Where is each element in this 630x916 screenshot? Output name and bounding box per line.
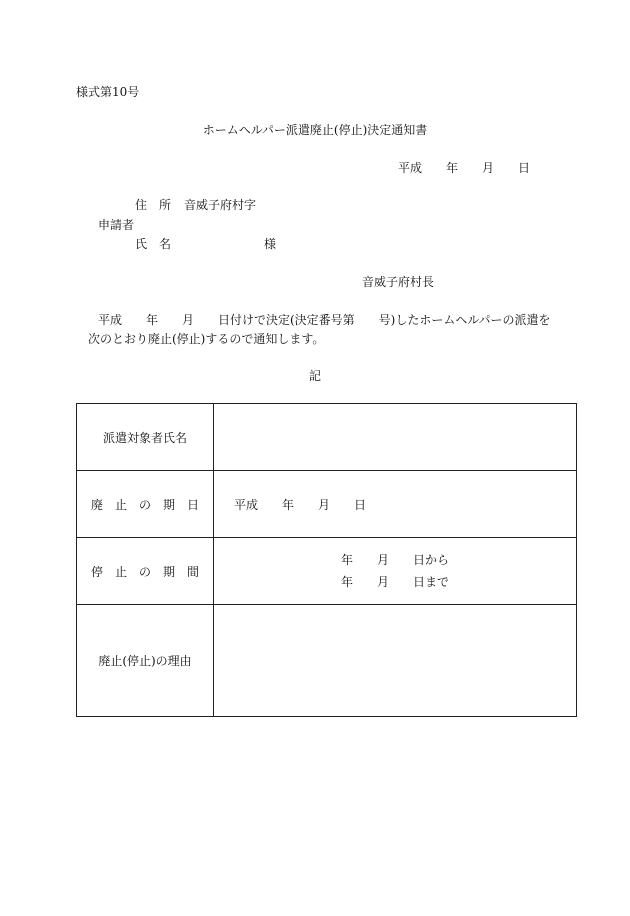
- row-label-abolition-date: 廃 止 の 期 日: [77, 471, 214, 538]
- row-label-dispatch-target: 派遣対象者氏名: [77, 404, 214, 471]
- issuer: 音威子府村長: [362, 275, 435, 289]
- row-label-suspension-period: 停 止 の 期 間: [77, 538, 214, 605]
- row-value-dispatch-target: [214, 404, 577, 471]
- honorific: 様: [264, 237, 277, 251]
- address-label: 住 所: [135, 198, 172, 212]
- document-title: ホームヘルパー派遣廃止(停止)決定通知書: [202, 123, 428, 137]
- row-value-abolition-date: 平成 年 月 日: [214, 471, 577, 538]
- form-number: 様式第10号: [76, 85, 140, 99]
- table-row: [77, 404, 577, 471]
- body-text-line-2: 次のとおり廃止(停止)するので通知します。: [88, 332, 325, 346]
- table-row: [77, 538, 577, 605]
- table-row: [77, 605, 577, 717]
- name-label: 氏 名: [135, 237, 172, 251]
- row-value-reason: [214, 605, 577, 717]
- period-to: 年 月 日まで: [340, 575, 449, 589]
- row-value-suspension-period: [214, 538, 577, 605]
- period-from: 年 月 日から: [340, 553, 449, 567]
- ki-heading: 記: [308, 369, 321, 383]
- row-label-reason: 廃止(停止)の理由: [77, 605, 214, 717]
- detail-table: [76, 403, 577, 717]
- table-row: [77, 471, 577, 538]
- applicant-label: 申請者: [98, 218, 135, 232]
- issue-date: 平成 年 月 日: [398, 161, 531, 175]
- address-value: 音威子府村字: [184, 198, 257, 212]
- body-text-line-1: 平成 年 月 日付けで決定(決定番号第 号)したホームヘルパーの派遣を: [98, 313, 551, 327]
